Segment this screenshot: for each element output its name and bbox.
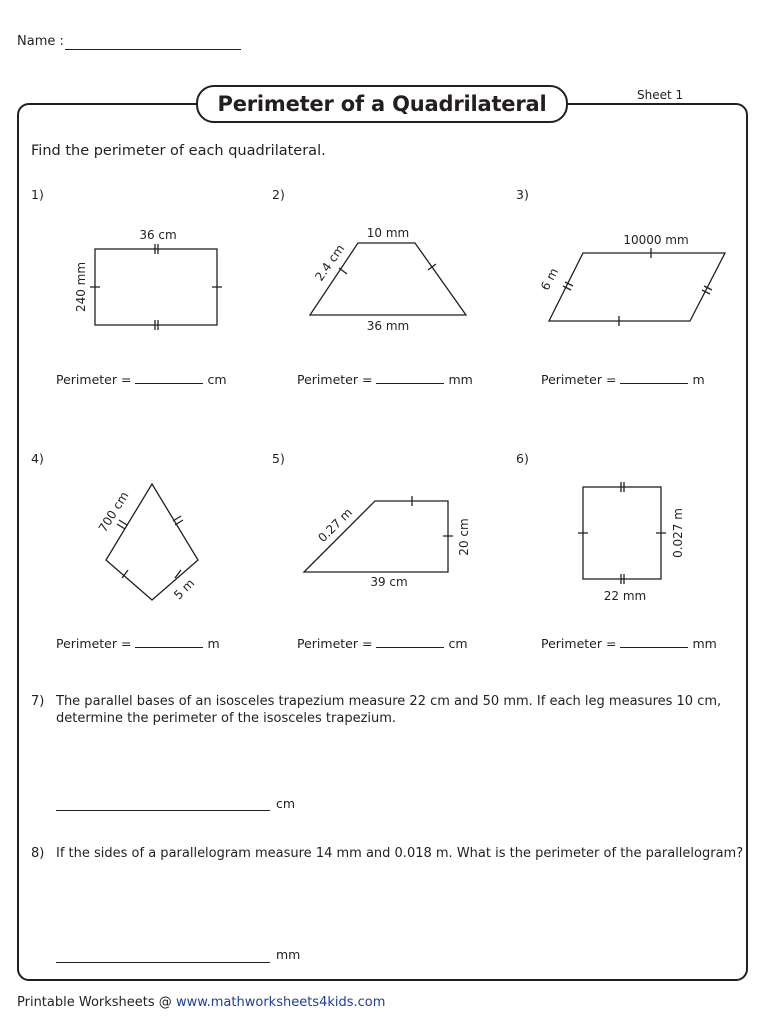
unit-label: mm (448, 372, 473, 387)
perimeter-label: Perimeter = (56, 372, 132, 387)
answer-line[interactable] (56, 962, 270, 963)
footer-prefix: Printable Worksheets @ (17, 995, 176, 1010)
problem-number: 6) (516, 451, 529, 466)
instruction: Find the perimeter of each quadrilateral. (31, 143, 326, 159)
dimension-label: 700 cm (95, 489, 132, 535)
problem-number: 3) (516, 187, 529, 202)
problem-number: 5) (272, 451, 285, 466)
perimeter-label: Perimeter = (541, 636, 617, 651)
rectangle-shape (583, 487, 661, 579)
question-number: 8) (31, 846, 45, 861)
perimeter-label: Perimeter = (541, 372, 617, 387)
dimension-label: 2.4 cm (312, 241, 348, 284)
unit-label: m (207, 636, 220, 651)
unit-label: mm (692, 636, 717, 651)
dimension-label: 0.027 m (671, 508, 685, 558)
answer-blank[interactable] (135, 635, 203, 648)
problem-number: 4) (31, 451, 44, 466)
dimension-label: 39 cm (370, 575, 408, 589)
dimension-label: 20 cm (457, 518, 471, 556)
dimension-label: 10 mm (366, 226, 410, 240)
unit-label: m (692, 372, 705, 387)
question-text: If the sides of a parallelogram measure 14 mm and 0.018 m. What is the perimeter of the parallelogram? (56, 846, 744, 861)
dimension-label: 5 m (171, 576, 198, 603)
unit-label: mm (276, 947, 301, 962)
parallelogram-shape (549, 253, 725, 321)
name-label: Name : (17, 34, 64, 49)
perimeter-label: Perimeter = (297, 636, 373, 651)
page-title: Perimeter of a Quadrilateral (217, 92, 547, 116)
perimeter-label: Perimeter = (56, 636, 132, 651)
footer (17, 995, 385, 1010)
unit-label: cm (276, 796, 296, 811)
footer-link[interactable]: www.mathworksheets4kids.com (175, 995, 386, 1010)
dimension-label: 36 mm (366, 319, 410, 333)
unit-label: cm (207, 372, 227, 387)
perimeter-row (297, 371, 473, 387)
dimension-label: 36 cm (139, 228, 177, 242)
dimension-label: 10000 mm (623, 233, 689, 247)
perimeter-row (541, 635, 717, 651)
dimension-label: 22 mm (603, 589, 647, 603)
question-number: 7) (31, 694, 45, 709)
answer-blank[interactable] (135, 371, 203, 384)
perimeter-row (297, 635, 468, 651)
answer-blank[interactable] (376, 371, 444, 384)
question-line: determine the perimeter of the isosceles trapezium. (56, 711, 397, 726)
dimension-label: 240 mm (74, 261, 88, 313)
problem-number: 2) (272, 187, 285, 202)
answer-line[interactable] (56, 810, 270, 811)
question-text (56, 693, 736, 727)
answer-blank[interactable] (376, 635, 444, 648)
perimeter-label: Perimeter = (297, 372, 373, 387)
answer-blank[interactable] (620, 371, 688, 384)
question-line: The parallel bases of an isosceles trapezium measure 22 cm and 50 mm. If each leg measures 10 cm, (56, 694, 722, 709)
dimension-label: 6 m (537, 265, 562, 293)
perimeter-row (56, 371, 227, 387)
perimeter-row (56, 635, 220, 651)
perimeter-row (541, 371, 705, 387)
answer-blank[interactable] (620, 635, 688, 648)
rectangle-shape (95, 249, 217, 325)
dimension-label: 0.27 m (315, 505, 356, 546)
problem-number: 1) (31, 187, 44, 202)
sheet-number: Sheet 1 (637, 88, 684, 102)
unit-label: cm (448, 636, 468, 651)
